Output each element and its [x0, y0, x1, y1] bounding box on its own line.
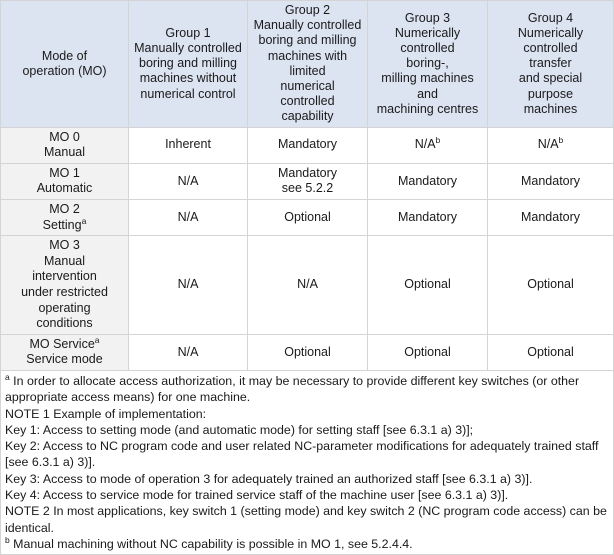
value-line: N/A: [177, 344, 199, 359]
mode-line: MO 3: [49, 238, 80, 253]
footnote-marker: a: [81, 215, 87, 226]
table-row: [1, 163, 614, 199]
value-cell-mo-0-group-1: [129, 127, 248, 163]
header-line: machines without: [139, 71, 237, 86]
mode-line: MO Service: [29, 336, 95, 351]
value-line: Mandatory: [520, 209, 581, 224]
header-line: Numerically: [517, 25, 584, 40]
header-line: machines with: [267, 48, 348, 63]
value-cell-mo-2-group-2: [248, 200, 368, 236]
value-cell-mo-1-group-4: [488, 163, 614, 199]
footnote-line: NOTE 1 Example of implementation:: [5, 406, 207, 421]
header-line: transfer: [529, 56, 572, 71]
value-line: Optional: [404, 344, 451, 359]
header-line: controlled: [523, 41, 578, 55]
footnote-marker: b: [435, 135, 441, 146]
mode-line: Manual: [44, 253, 85, 268]
header-line: boring and milling: [258, 33, 357, 48]
value-line: N/A: [177, 173, 199, 188]
header-line: Group 3: [404, 10, 451, 25]
header-line: boring-,: [406, 56, 449, 71]
value-line: Optional: [404, 277, 451, 292]
value-cell-mo-1-group-3: [368, 163, 488, 199]
mode-line: Service mode: [26, 352, 103, 367]
value-line: N/A: [177, 277, 199, 292]
header-line: limited: [289, 63, 326, 78]
header-line: machines: [523, 101, 578, 116]
table-body: [1, 127, 614, 555]
mode-line: MO 0: [49, 129, 80, 144]
table-header: [1, 1, 614, 128]
value-line: Mandatory: [397, 209, 458, 224]
header-line: Group 4: [527, 10, 574, 25]
value-cell-mo-2-group-3: [368, 200, 488, 236]
value-line: N/A: [414, 137, 436, 152]
value-line: N/A: [177, 209, 199, 224]
column-header-group-3: [368, 1, 488, 128]
table-footnotes: [1, 370, 614, 554]
header-line: numerical: [280, 79, 335, 94]
value-line: Optional: [527, 277, 574, 292]
mode-line: MO 2: [49, 202, 80, 216]
header-line: and: [417, 86, 438, 101]
value-cell-mo-0-group-2: [248, 127, 368, 163]
header-line: Group 2: [284, 3, 331, 17]
header-line: Manually controlled: [134, 41, 242, 55]
value-cell-mo-1-group-2: [248, 163, 368, 199]
value-line: Optional: [284, 209, 331, 224]
header-row: [1, 1, 614, 128]
footnote-line: $^a$ In order to allocate access authorization, it may be necessary to provide different key switches (or other appropriate access means) for one machine.: [5, 371, 580, 405]
header-line: boring and milling: [139, 56, 237, 71]
value-cell-mo-2-group-1: [129, 200, 248, 236]
header-line: controlled: [400, 41, 455, 55]
mode-cell-mo-service: [1, 334, 129, 370]
value-cell-mo-2-group-4: [488, 200, 614, 236]
value-line: Optional: [527, 344, 574, 359]
table-footnotes-row: [1, 370, 614, 554]
header-line: numerical control: [140, 86, 236, 101]
column-header-mode-of-operation: [1, 1, 129, 128]
value-line: N/A: [297, 277, 318, 292]
footnote-marker: a: [94, 334, 100, 345]
value-line: Mandatory: [397, 173, 458, 188]
mode-line: conditions: [36, 316, 93, 331]
header-line: Manually controlled: [253, 18, 362, 33]
footnote-marker: a: [5, 371, 10, 382]
value-cell-mo-3-group-3: [368, 236, 488, 335]
value-line: N/A: [537, 137, 559, 152]
header-line: controlled: [280, 94, 335, 109]
value-cell-mo-service-group-1: [129, 334, 248, 370]
value-cell-mo-service-group-4: [488, 334, 614, 370]
header-line: operation (MO): [22, 63, 107, 78]
mode-cell-mo-1: [1, 163, 129, 199]
footnote-marker: b: [5, 534, 10, 545]
footnote-line: Key 3: Access to mode of operation 3 for adequately trained an authorized staff [see 6.3.1 a) 3)].: [5, 471, 533, 486]
footnote-line: Key 2: Access to NC program code and user related NC-parameter modifications for adequately trained staff [see 6.3.1 a) 3)].: [5, 439, 599, 470]
table-row: [1, 127, 614, 163]
value-cell-mo-1-group-1: [129, 163, 248, 199]
mode-cell-mo-0: [1, 127, 129, 163]
mode-line: Setting: [42, 217, 82, 232]
column-header-group-1: [129, 1, 248, 128]
footnote-line: Key 4: Access to service mode for trained service staff of the machine user [see 6.3.1 a) 3)].: [5, 488, 509, 503]
value-cell-mo-service-group-3: [368, 334, 488, 370]
header-line: Group 1: [165, 25, 211, 40]
mode-line: Manual: [44, 145, 85, 160]
footnote-marker: b: [558, 135, 564, 146]
footnote-line: $^b$ Manual machining without NC capability is possible in MO 1, see 5.2.4.4.: [5, 534, 413, 551]
value-cell-mo-3-group-4: [488, 236, 614, 335]
value-cell-mo-service-group-2: [248, 334, 368, 370]
footnote-line: Key 1: Access to setting mode (and automatic mode) for setting staff [see 6.3.1 a) 3)];: [5, 422, 474, 437]
header-line: Numerically: [394, 25, 461, 40]
mode-cell-mo-3: [1, 236, 129, 335]
value-line: Optional: [284, 344, 331, 359]
footnote-line: NOTE 2 In most applications, key switch 1 (setting mode) and key switch 2 (NC program code access) can be identical.: [5, 504, 607, 535]
mode-line: under restricted: [21, 284, 108, 299]
value-cell-mo-3-group-1: [129, 236, 248, 335]
table-row: [1, 200, 614, 236]
value-cell-mo-0-group-3: [368, 127, 488, 163]
value-line: Inherent: [165, 137, 211, 152]
header-line: and special: [518, 71, 583, 86]
table-row: [1, 236, 614, 335]
value-line: see 5.2.2: [281, 181, 334, 196]
mode-line: MO 1: [49, 165, 80, 180]
header-line: machining centres: [376, 101, 479, 116]
column-header-group-2: [248, 1, 368, 128]
value-cell-mo-0-group-4: [488, 127, 614, 163]
value-line: Mandatory: [277, 137, 338, 152]
column-header-group-4: [488, 1, 614, 128]
header-line: capability: [281, 109, 334, 124]
header-line: Mode of: [41, 48, 88, 63]
value-line: Mandatory: [520, 173, 581, 188]
value-cell-mo-3-group-2: [248, 236, 368, 335]
mode-cell-mo-2: [1, 200, 129, 236]
value-line: Mandatory: [277, 165, 338, 180]
mode-line: intervention: [32, 269, 97, 284]
header-line: milling machines: [381, 71, 474, 86]
mode-line: Automatic: [36, 181, 93, 196]
table-row: [1, 334, 614, 370]
mode-line: operating: [38, 300, 91, 315]
header-line: purpose: [527, 86, 574, 101]
